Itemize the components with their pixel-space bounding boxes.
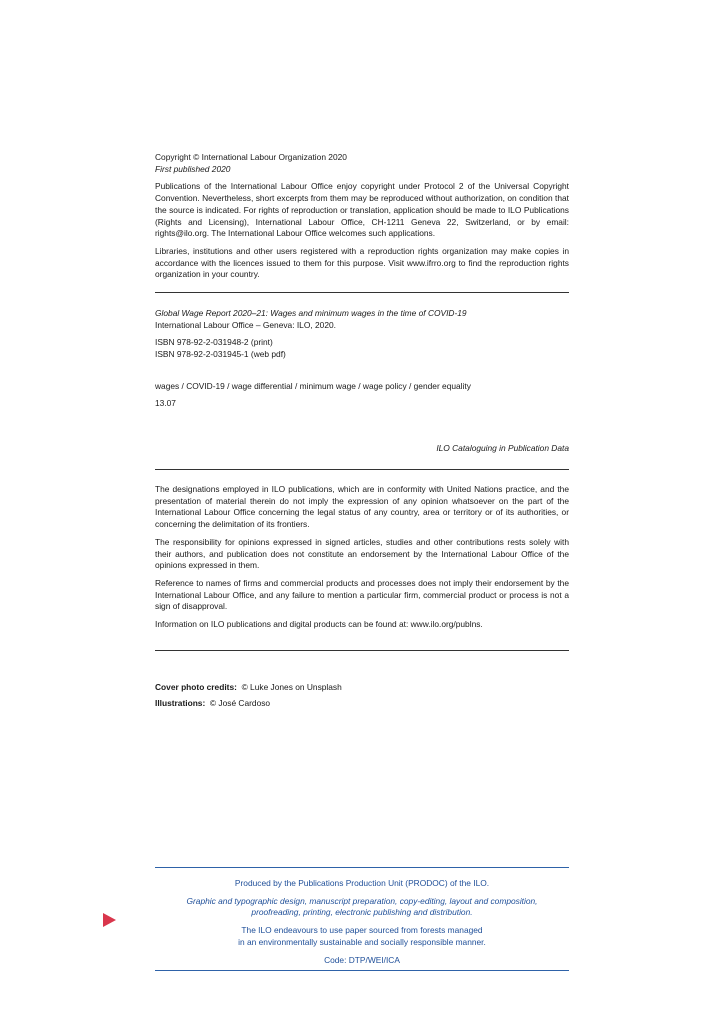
disclaimer-paragraph-4: Information on ILO publications and digital products can be found at: www.ilo.org/publns. [155,619,483,630]
credits-block [155,682,569,709]
paper-sourcing-line-2: in an environmentally sustainable and socially responsible manner. [238,936,486,947]
disclaimer-block [155,484,569,631]
first-published: First published 2020 [155,163,231,174]
disclaimer-paragraph-1: The designations employed in ILO publications, which are in conformity with United Nations practice, and the presentation of material therein do not imply the expression of any opinion whatsoever on the part of the International Labour Office concerning the legal status of any country, area or territory or of its authorities, or concerning the delimitation of its frontiers. [155,484,569,530]
divider [155,469,569,470]
production-services-line-1: Graphic and typographic design, manuscript preparation, copy-editing, layout and composition, [186,895,538,906]
copyright-page [155,0,569,1024]
triangle-right-icon [103,913,116,927]
copyright-paragraph-2: Libraries, institutions and other users registered with a reproduction rights organization may make copies in accordance with the licences issued to them for this purpose. Visit www.ifrro.org to find the reproduction rights organization in your country. [155,245,569,280]
cover-credit-label: Cover photo credits: [155,682,237,692]
divider [155,650,569,651]
report-title: Global Wage Report 2020–21: Wages and minimum wages in the time of COVID-19 [155,308,467,318]
classification-code: 13.07 [155,398,176,408]
production-services-line-2: proofreading, printing, electronic publishing and distribution. [251,907,473,918]
isbn-web: ISBN 978-92-2-031945-1 (web pdf) [155,349,286,360]
production-block [155,878,569,966]
disclaimer-paragraph-3: Reference to names of firms and commercial products and processes does not imply their endorsement by the International Labour Office, and any failure to mention a particular firm, commercial product or process is not a sign of disapproval. [155,577,569,612]
paper-sourcing-line-1: The ILO endeavours to use paper sourced from forests managed [241,925,483,936]
blue-divider-bottom [155,970,569,971]
illustrations-credit [155,698,569,710]
disclaimer-paragraph-2: The responsibility for opinions expressed in signed articles, studies and other contributions rests solely with their authors, and publication does not constitute an endorsement by the International Labour Office of the opinions expressed in them. [155,536,569,571]
production-code: Code: DTP/WEI/ICA [324,954,400,965]
illustrations-label: Illustrations: [155,697,206,708]
cover-credit [155,682,569,694]
catalogue-block [155,308,569,361]
illustrations-value: © José Cardoso [209,697,271,708]
copyright-line: Copyright © International Labour Organization 2020 [155,152,347,162]
isbn-print: ISBN 978-92-2-031948-2 (print) [155,337,273,348]
copyright-paragraph-1: Publications of the International Labour Office enjoy copyright under Protocol 2 of the Universal Copyright Convention. Nevertheless, short excerpts from them may be reproduced without authorization, on condition that the source is indicated. For rights of reproduction or translation, application should be made to ILO Publications (Rights and Licensing), International Labour Office, CH-1211 Geneva 22, Switzerland, or by email: rights@ilo.org. The International Labour Office welcomes such applications. [155,181,569,239]
blue-divider-top [155,867,569,868]
divider [155,292,569,293]
publisher-line: International Labour Office – Geneva: ILO, 2020. [155,319,336,330]
production-line: Produced by the Publications Production Unit (PRODOC) of the ILO. [234,878,490,888]
cover-credit-value: © Luke Jones on Unsplash [241,682,342,692]
keywords: wages / COVID-19 / wage differential / minimum wage / wage policy / gender equality [155,381,471,391]
copyright-block [155,152,569,281]
cip-label: ILO Cataloguing in Publication Data [436,443,569,453]
